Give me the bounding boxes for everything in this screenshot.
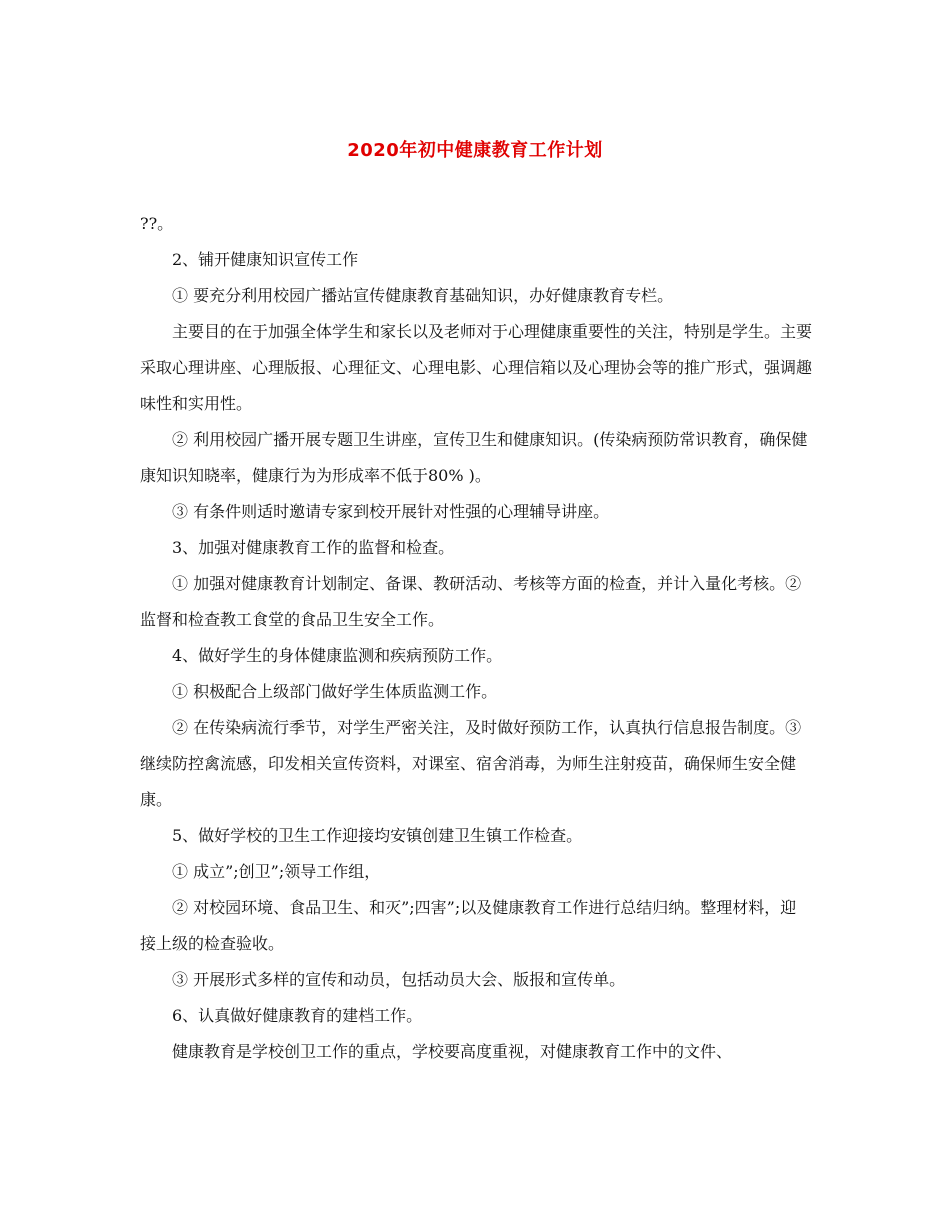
line-6: ③ 有条件则适时邀请专家到校开展针对性强的心理辅导讲座。 xyxy=(172,502,610,521)
line-17: 健康教育是学校创卫工作的重点，学校要高度重视，对健康教育工作中的文件、 xyxy=(172,1042,733,1061)
line-4: 主要目的在于加强全体学生和家长以及老师对于心理健康重要性的关注，特别是学生。主要采取心理讲座、心理版报、心理征文、心理电影、心理信箱以及心理协会等的推广形式，强调趣味性和实用性。 xyxy=(140,322,813,413)
line-7: 3、加强对健康教育工作的监督和检查。 xyxy=(172,538,455,557)
line-16: 6、认真做好健康教育的建档工作。 xyxy=(172,1006,423,1025)
line-8: ① 加强对健康教育计划制定、备课、教研活动、考核等方面的检查，并计入量化考核。② 监督和检查教工食堂的食品卫生安全工作。 xyxy=(140,574,802,629)
line-1: ??。 xyxy=(140,214,174,233)
line-15: ③ 开展形式多样的宣传和动员，包括动员大会、版报和宣传单。 xyxy=(172,970,626,989)
line-5: ② 利用校园广播开展专题卫生讲座，宣传卫生和健康知识。(传染病预防常识教育，确保健康知识知晓率，健康行为为形成率不低于80% )。 xyxy=(140,430,808,485)
line-13: ① 成立”;创卫”;领导工作组， xyxy=(172,862,381,881)
line-12: 5、做好学校的卫生工作迎接均安镇创建卫生镇工作检查。 xyxy=(172,826,583,845)
document-body xyxy=(140,206,812,1070)
line-9: 4、做好学生的身体健康监测和疾病预防工作。 xyxy=(172,646,503,665)
line-14: ② 对校园环境、食品卫生、和灭”;四害”;以及健康教育工作进行总结归纳。整理材料，迎接上级的检查验收。 xyxy=(140,898,797,953)
line-11: ② 在传染病流行季节，对学生严密关注，及时做好预防工作，认真执行信息报告制度。③ 继续防控禽流感，印发相关宣传资料，对课室、宿舍消毒，为师生注射疫苗，确保师生安全健康。 xyxy=(140,718,802,809)
line-3: ① 要充分利用校园广播站宣传健康教育基础知识，办好健康教育专栏。 xyxy=(172,286,674,305)
document-title: 2020年初中健康教育工作计划 xyxy=(347,140,603,161)
line-2: 2、铺开健康知识宣传工作 xyxy=(172,250,359,269)
line-10: ① 积极配合上级部门做好学生体质监测工作。 xyxy=(172,682,498,701)
